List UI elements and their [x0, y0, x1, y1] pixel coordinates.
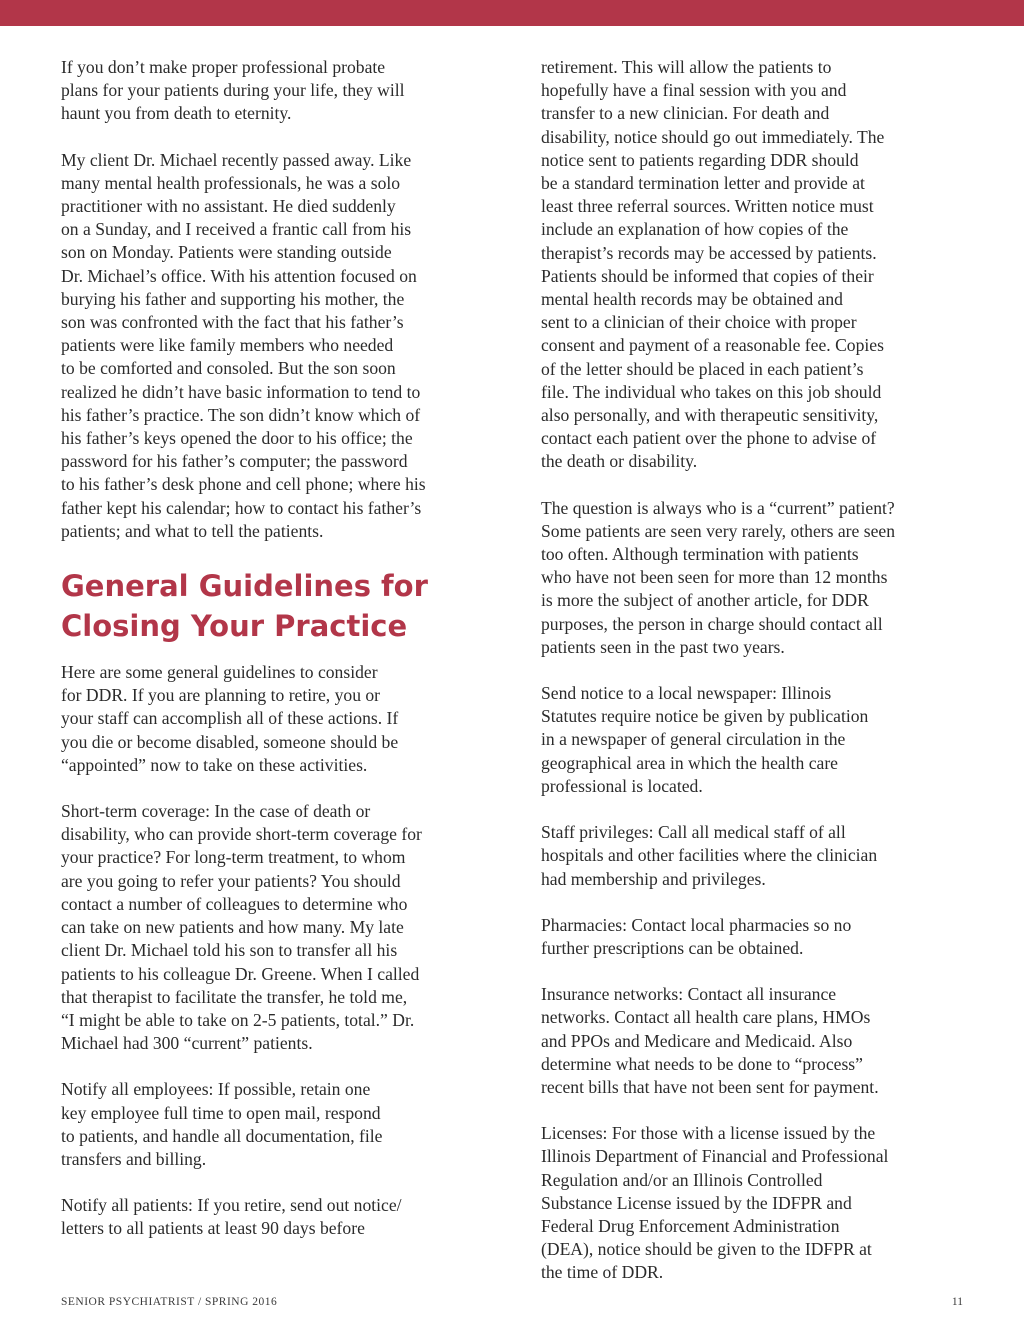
left-column: [61, 56, 476, 1264]
licenses-paragraph: Licenses: For those with a license issued by the Illinois Department of Financial and Professional Regulation and/or an Illinois Controlled Substance License issued by the IDFPR and Federal Drug Enforcement Administration (DEA), notice should be given to the IDFPR at the time of DDR.: [541, 1123, 889, 1283]
insurance-networks-paragraph: Insurance networks: Contact all insurance networks. Contact all health care plans, HMOs and PPOs and Medicare and Medicaid. Also determine what needs to be done to “process” recent bills that have not been sent for payment.: [541, 984, 879, 1097]
intro-paragraph-1: If you don’t make proper professional probate plans for your patients during your life, they will haunt you from death to eternity.: [61, 57, 405, 124]
guideline-notify-patients: Notify all patients: If you retire, send out notice/ letters to all patients at least 90 days before: [61, 1195, 402, 1239]
footer-publication: SENIOR PSYCHIATRIST / SPRING 2016: [61, 1296, 278, 1308]
page-number: 11: [951, 1296, 963, 1308]
right-column: [541, 56, 956, 1308]
pharmacies-paragraph: Pharmacies: Contact local pharmacies so no further prescriptions can be obtained.: [541, 914, 852, 958]
section-heading: General Guidelines for Closing Your Practice: [61, 569, 428, 644]
intro-paragraph-2: My client Dr. Michael recently passed away. Like many mental health professionals, he was a solo practitioner with no assistant. He died suddenly on a Sunday, and I received a frantic call from his son on Monday. Patients were standing outside Dr. Michael’s office. With his attention focused on burying his father and supporting his mother, the son was confronted with the fact that his father’s patients were like family members who needed to be comforted and consoled. But the son soon realized he didn’t have basic information to tend to his father’s practice. The son didn’t know which of his father’s keys opened the door to his office; the password for his father’s computer; the password to his father’s desk phone and cell phone; where his father kept his calendar; how to contact his father’s patients; and what to tell the patients.: [61, 149, 426, 541]
top-accent-bar: [0, 0, 1024, 26]
current-patient-paragraph: The question is always who is a “current” patient? Some patients are seen very rarely, others are seen too often. Although termination with patients who have not been seen for more than 12 months is more the subject of another article, for DDR purposes, the person in charge should contact all patients seen in the past two years.: [541, 497, 895, 657]
guideline-short-term-coverage: Short-term coverage: In the case of death or disability, who can provide short-term coverage for your practice? For long-term treatment, to whom are you going to refer your patients? You should contact a number of colleagues to determine who can take on new patients and how many. My late client Dr. Michael told his son to transfer all his patients to his colleague Dr. Greene. When I called that therapist to facilitate the transfer, he told me, “I might be able to take on 2-5 patients, total.” Dr. Michael had 300 “current” patients.: [61, 801, 422, 1054]
guideline-paragraph-intro: Here are some general guidelines to consider for DDR. If you are planning to retire, you or your staff can accomplish all of these actions. If you die or become disabled, someone should be “appointed” now to take on these activities.: [61, 662, 399, 775]
guideline-notify-employees: Notify all employees: If possible, retain one key employee full time to open mail, respond to patients, and handle all documentation, file transfers and billing.: [61, 1079, 383, 1169]
staff-privileges-paragraph: Staff privileges: Call all medical staff of all hospitals and other facilities where the clinician had membership and privileges.: [541, 822, 878, 889]
notify-patients-continued: retirement. This will allow the patients to hopefully have a final session with you and transfer to a new clinician. For death and disability, notice should go out immediately. The notice sent to patients regarding DDR should be a standard termination letter and provide at least three referral sources. Written notice must include an explanation of how copies of the therapist’s records may be accessed by patients. Patients should be informed that copies of their mental health records may be obtained and sent to a clinician of their choice with proper consent and payment of a reasonable fee. Copies of the letter should be placed in each patient’s file. The individual who takes on this job should also personally, and with therapeutic sensitivity, contact each patient over the phone to advise of the death or disability.: [541, 57, 885, 472]
newspaper-notice-paragraph: Send notice to a local newspaper: Illinois Statutes require notice be given by publication in a newspaper of general circulation in the geographical area in which the health care professional is located.: [541, 683, 869, 796]
